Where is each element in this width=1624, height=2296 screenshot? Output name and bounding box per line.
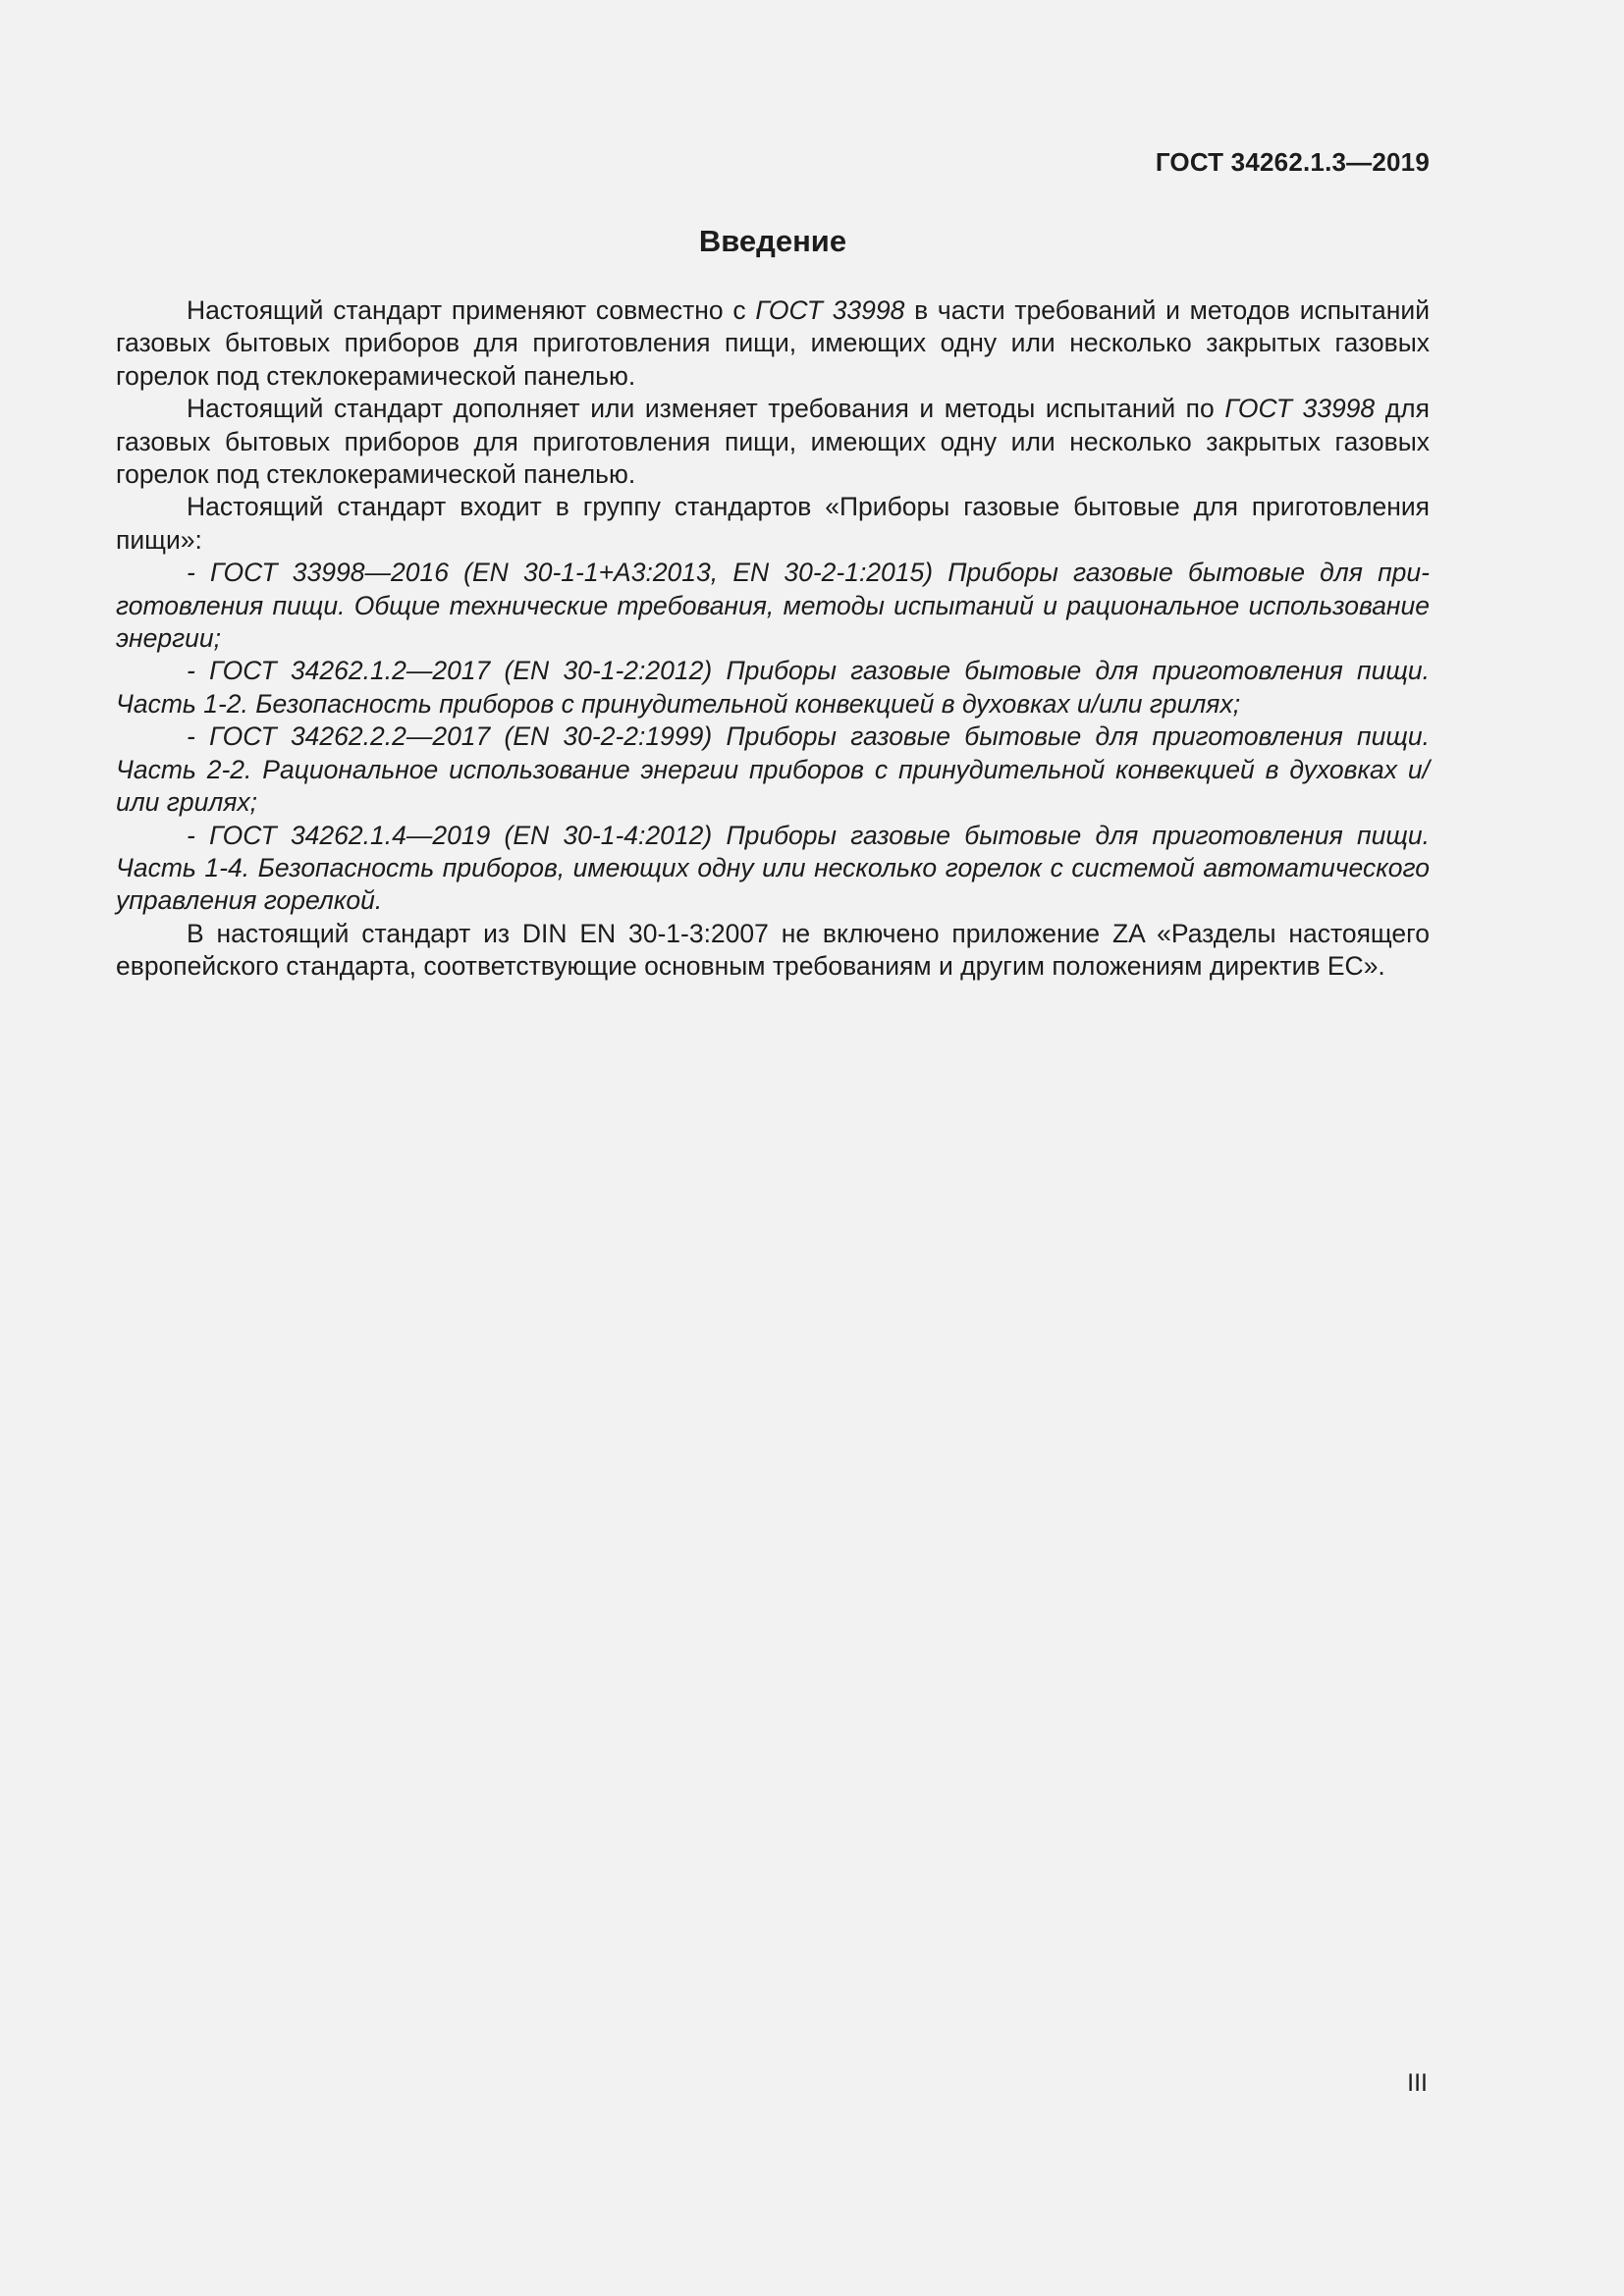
paragraph-1-reference: ГОСТ 33998 bbox=[755, 295, 905, 325]
document-code: ГОСТ 34262.1.3—2019 bbox=[1155, 147, 1430, 177]
paragraph-1-text-b: в части требований и методов испытаний газовых бытовых приборов для приготовления пищи, имеющих одну или несколько закрытых газовых горелок под стеклокерамической панелью. bbox=[116, 295, 1430, 391]
standard-list-item: - ГОСТ 34262.1.2—2017 (EN 30-1-2:2012) Приборы газовые бытовые для приготовления пищи. Часть 1-2. Безопасность приборов с принудительной конвекцией в духовках и/или грилях; bbox=[116, 656, 1430, 719]
section-title: Введение bbox=[698, 224, 847, 258]
paragraph-2-text-a: Настоящий стандарт дополняет или изменяет требования и методы испытаний по bbox=[187, 394, 1225, 424]
paragraph-2-reference: ГОСТ 33998 bbox=[1224, 394, 1376, 424]
page-number: III bbox=[1407, 2069, 1428, 2097]
standard-list-item: - ГОСТ 34262.2.2—2017 (EN 30-2-2:1999) Приборы газовые бытовые для приготовления пищи. Часть 2-2. Рациональное использование энергии приборов с принудительной конвекцией в духовках и/или грилях; bbox=[116, 721, 1430, 818]
section-body bbox=[116, 294, 1430, 984]
standard-list-item: - ГОСТ 33998—2016 (EN 30-1-1+А3:2013, EN 30-2-1:2015) Приборы газовые бытовые для приготовления пищи. Общие технические требования, методы испытаний и рациональное использование энергии; bbox=[116, 558, 1430, 654]
paragraph-2-text-b: для газовых бытовых приборов для приготовления пищи, имеющих одну или несколько закрытых газовых горелок под стеклокерамической панелью. bbox=[116, 394, 1430, 490]
paragraph-1 bbox=[116, 294, 1430, 393]
standard-list-item: - ГОСТ 34262.1.4—2019 (EN 30-1-4:2012) Приборы газовые бытовые для приготовления пищи. Часть 1-4. Безопасность приборов, имеющих одну или несколько горелок с системой автоматического управления горелкой. bbox=[116, 820, 1430, 916]
paragraph-3: Настоящий стандарт входит в группу стандартов «Приборы газовые бытовые для приготовления пищи»: bbox=[116, 492, 1430, 555]
paragraph-2 bbox=[116, 393, 1430, 491]
paragraph-4: В настоящий стандарт из DIN EN 30-1-3:2007 не включено приложение ZA «Разделы настоящего европейского стандарта, соответствующие основным требованиям и другим положениям директив ЕС». bbox=[116, 918, 1430, 982]
paragraph-1-text-a: Настоящий стандарт применяют совместно с bbox=[187, 295, 756, 325]
